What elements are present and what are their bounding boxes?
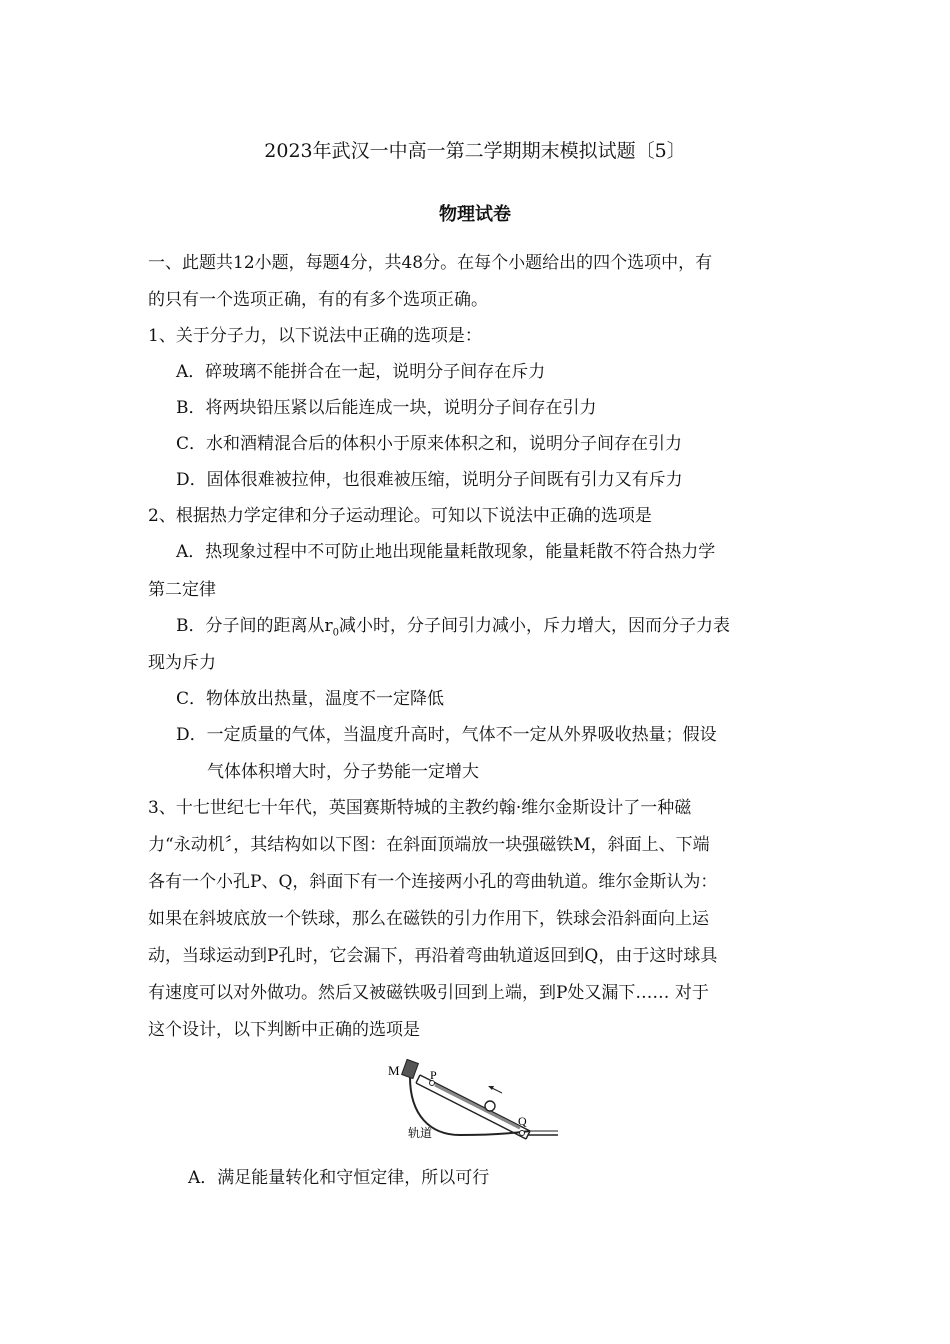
label-m: M <box>388 1063 400 1078</box>
q3-line-7: 这个设计，以下判断中正确的选项是 <box>148 1020 420 1040</box>
exam-title: 2023年武汉一中高一第二学期期末模拟试题〔5〕 <box>264 140 686 162</box>
q3-line-3: 各有一个小孔P、Q，斜面下有一个连接两小孔的弯曲轨道。维尔金斯认为： <box>148 872 718 892</box>
q1-stem: 1、关于分子力，以下说法中正确的选项是： <box>148 326 482 346</box>
label-q: Q <box>518 1114 527 1128</box>
q2-stem: 2、根据热力学定律和分子运动理论。可知以下说法中正确的选项是 <box>148 506 652 526</box>
q3-line-5: 动，当球运动到P孔时，它会漏下，再沿着弯曲轨道返回到Q，由于这时球具 <box>148 946 718 966</box>
q3-line-1: 3、十七世纪七十年代，英国赛斯特城的主教约翰·维尔金斯设计了一种磁 <box>148 798 692 818</box>
q1-option-a: A．碎玻璃不能拼合在一起，说明分子间存在斥力 <box>176 362 546 382</box>
q1-option-d: D．固体很难被拉伸，也很难被压缩，说明分子间既有引力又有斥力 <box>176 470 683 490</box>
label-p: P <box>430 1068 437 1082</box>
section-intro-line-2: 的只有一个选项正确，有的有多个选项正确。 <box>148 290 488 310</box>
q2-option-b-line-1: B．分子间的距离从$r_0$减小时，分子间引力减小，斥力增大，因而分子力表 <box>176 616 730 639</box>
hole-q <box>520 1131 525 1136</box>
q2-option-a-line-2: 第二定律 <box>148 580 216 600</box>
label-track: 轨道 <box>408 1126 433 1140</box>
q2-option-c: C．物体放出热量，温度不一定降低 <box>176 689 445 709</box>
magnet-block <box>402 1059 419 1078</box>
r0-subscript: 0 <box>332 627 339 639</box>
q2-option-b-line-2: 现为斥力 <box>148 653 216 673</box>
q3-option-a: A．满足能量转化和守恒定律，所以可行 <box>188 1168 490 1188</box>
q3-line-2: 力“永动机〞，其结构如以下图：在斜面顶端放一块强磁铁M，斜面上、下端 <box>148 835 710 855</box>
q2-option-d-line-1: D．一定质量的气体，当温度升高时，气体不一定从外界吸收热量；假设 <box>176 725 717 745</box>
q2-option-a-line-1: A．热现象过程中不可防止地出现能量耗散现象，能量耗散不符合热力学 <box>176 542 716 562</box>
iron-ball <box>485 1101 495 1111</box>
perpetual-motion-figure <box>380 1055 565 1145</box>
q2-option-d-line-2: 气体体积增大时，分子势能一定增大 <box>207 762 479 782</box>
q3-line-6: 有速度可以对外做功。然后又被磁铁吸引回到上端，到P处又漏下…… 对于 <box>148 983 709 1003</box>
q1-option-b: B．将两块铅压紧以后能连成一块，说明分子间存在引力 <box>176 398 597 418</box>
exam-subtitle: 物理试卷 <box>439 204 511 225</box>
section-intro-line-1: 一、此题共12小题，每题4分，共48分。在每个小题给出的四个选项中，有 <box>148 253 713 273</box>
q3-line-4: 如果在斜坡底放一个铁球，那么在磁铁的引力作用下，铁球会沿斜面向上运 <box>148 909 709 929</box>
q1-option-c: C．水和酒精混合后的体积小于原来体积之和，说明分子间存在引力 <box>176 434 683 454</box>
